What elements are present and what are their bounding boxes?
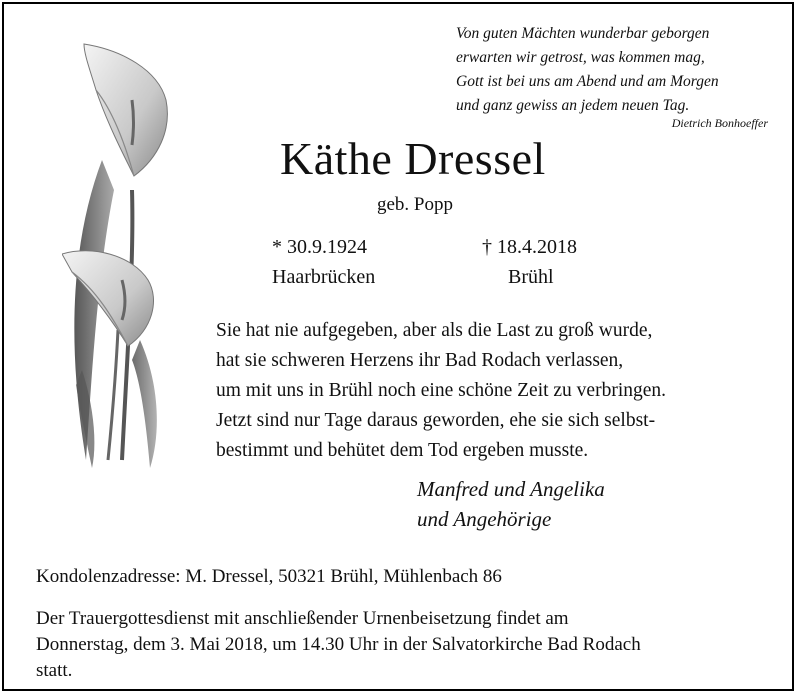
- memorial-text-line: hat sie schweren Herzens ihr Bad Rodach verlassen,: [216, 350, 624, 371]
- quote-line: Gott ist bei uns am Abend und am Morgen: [456, 73, 719, 90]
- service-line: Donnerstag, dem 3. Mai 2018, um 14.30 Uhr in der Salvatorkirche Bad Rodach: [36, 634, 641, 655]
- deceased-name: Käthe Dressel: [280, 133, 546, 184]
- obituary-frame: [2, 2, 794, 691]
- birth-date: * 30.9.1924: [272, 236, 367, 258]
- memorial-text: [216, 316, 776, 466]
- memorial-text-line: bestimmt und behütet dem Tod ergeben musste.: [216, 440, 589, 461]
- bonhoeffer-quote: [456, 22, 776, 118]
- memorial-text-line: um mit uns in Brühl noch eine schöne Zeit zu verbringen.: [216, 380, 667, 401]
- birth-name: geb. Popp: [377, 194, 453, 215]
- condolence-address: Kondolenzadresse: M. Dressel, 50321 Brühl, Mühlenbach 86: [36, 566, 502, 587]
- mourners-signature: [417, 474, 605, 534]
- memorial-text-line: Jetzt sind nur Tage daraus geworden, ehe sie sich selbst-: [216, 410, 656, 431]
- death-place: Brühl: [508, 266, 554, 288]
- signature-line: Manfred und Angelika: [417, 477, 605, 501]
- service-line: Der Trauergottesdienst mit anschließender Urnenbeisetzung findet am: [36, 608, 569, 629]
- memorial-text-line: Sie hat nie aufgegeben, aber als die Last zu groß wurde,: [216, 320, 653, 341]
- funeral-service-notice: [36, 606, 776, 684]
- calla-lily-icon: [62, 40, 182, 470]
- signature-line: und Angehörige: [417, 507, 552, 531]
- quote-line: erwarten wir getrost, was kommen mag,: [456, 49, 705, 66]
- service-line: statt.: [36, 660, 73, 681]
- quote-line: Von guten Mächten wunderbar geborgen: [456, 25, 710, 42]
- death-date: † 18.4.2018: [482, 236, 577, 258]
- birth-place: Haarbrücken: [272, 266, 376, 288]
- quote-line: und ganz gewiss an jedem neuen Tag.: [456, 97, 690, 114]
- quote-author: Dietrich Bonhoeffer: [671, 116, 768, 130]
